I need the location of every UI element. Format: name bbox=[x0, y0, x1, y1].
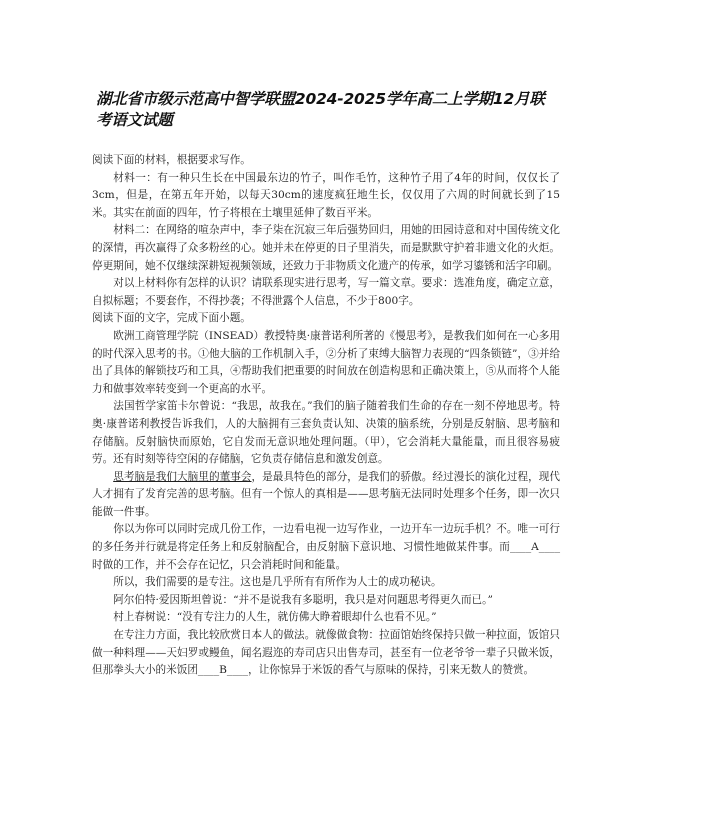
paragraph: 对以上材料你有怎样的认识？请联系现实进行思考，写一篇文章。要求：选准角度，确定立意，自拟标题；不要套作，不得抄袭；不得泄露个人信息，不少于800字。 bbox=[92, 277, 560, 307]
paragraph: 材料一：有一种只生长在中国最东边的竹子，叫作毛竹，这种竹子用了4年的时间，仅仅长了3cm，但是，在第五年开始，以每天30cm的速度疯狂地生长，仅仅用了六周的时间就长到了15米。其实在前面的四年，竹子将根在土壤里延伸了数百平米。 bbox=[92, 171, 560, 219]
paragraph: 所以，我们需要的是专注。这也是几乎所有有所作为人士的成功秘诀。 bbox=[113, 576, 442, 589]
paragraph: 阅读下面的材料，根据要求写作。 bbox=[92, 154, 251, 166]
paragraph: 阅读下面的文字，完成下面小题。 bbox=[92, 312, 251, 325]
document-title: 湖北省市级示范高中智学联盟2024-2025学年高二上学期12月联考语文试题 bbox=[96, 90, 545, 129]
paragraph: 在专注力方面，我比较欣赏日本人的做法。就像做食物：拉面馆始终保持只做一种拉面，饭馆只做一种料理——天妇罗或鳗鱼，闻名遐迩的寿司店只出售寿司，甚至有一位老爷爷一辈子只做米饭，但那拳头大小的米饭团____B____，让你惊异于米饭的香气与原味的保持，引来无数人的赞赏。 bbox=[92, 629, 560, 677]
paragraph-rest: ，是最具特色的部分，是我们的骄傲。经过漫长的演化过程，现代人才拥有了发育完善的思考脑。但有一个惊人的真相是——思考脑无法同时处理多个任务，即一次只能做一件事。 bbox=[92, 470, 560, 518]
paragraph: 村上春树说：“没有专注力的人生，就仿佛大睁着眼却什么也看不见。” bbox=[113, 611, 437, 624]
paragraph: 阿尔伯特·爱因斯坦曾说：“并不是说我有多聪明，我只是对问题思考得更久而已。” bbox=[113, 593, 493, 606]
paragraph: 材料二：在网络的喧杂声中，李子柒在沉寂三年后强势回归，用她的田园诗意和对中国传统文化的深情，再次赢得了众多粉丝的心。她并未在停更的日子里消失，而是默默守护着非遗文化的火炬。停更期间，她不仅继续深耕短视频领域，还致力于非物质文化遗产的传承，如学习鎏锈和活字印刷。 bbox=[92, 224, 560, 272]
paragraph: 你以为你可以同时完成几份工作，一边看电视一边写作业，一边开车一边玩手机？不。唯一可行的多任务并行就是将定任务上和反射脑配合，由反射脑下意识地、习惯性地做某件事。而____A____时做的工作，并不会存在记忆，只会消耗时间和能量。 bbox=[92, 523, 560, 571]
paragraph bbox=[92, 469, 560, 522]
underlined-sentence: 思考脑是我们大脑里的董事会 bbox=[113, 470, 252, 483]
paragraph: 法国哲学家笛卡尔曾说：“我思，故我在。”我们的脑子随着我们生命的存在一刻不停地思考。特奥·康普诺利教授告诉我们，人的大脑拥有三套负责认知、决策的脑系统，分别是反射脑、思考脑和存储脑。反射脑快而原始，它自发而无意识地处理问题。（甲），它会消耗大量能量，而且很容易疲劳。还有时刻等待空闲的存储脑，它负责存储信息和激发创意。 bbox=[92, 400, 560, 466]
document-body bbox=[92, 152, 560, 680]
paragraph: 欧洲工商管理学院（INSEAD）教授特奥·康普诺利所著的《慢思考》，是教我们如何在一心多用的时代深入思考的书。①他大脑的工作机制入手，②分析了束缚大脑智力表现的“四条锁链”，③并给出了具体的解锁技巧和工具，④帮助我们把重要的时间放在创造构思和正确决策上，⑤从而将个人能力和做事效率转变到一个更高的水平。 bbox=[92, 329, 560, 395]
